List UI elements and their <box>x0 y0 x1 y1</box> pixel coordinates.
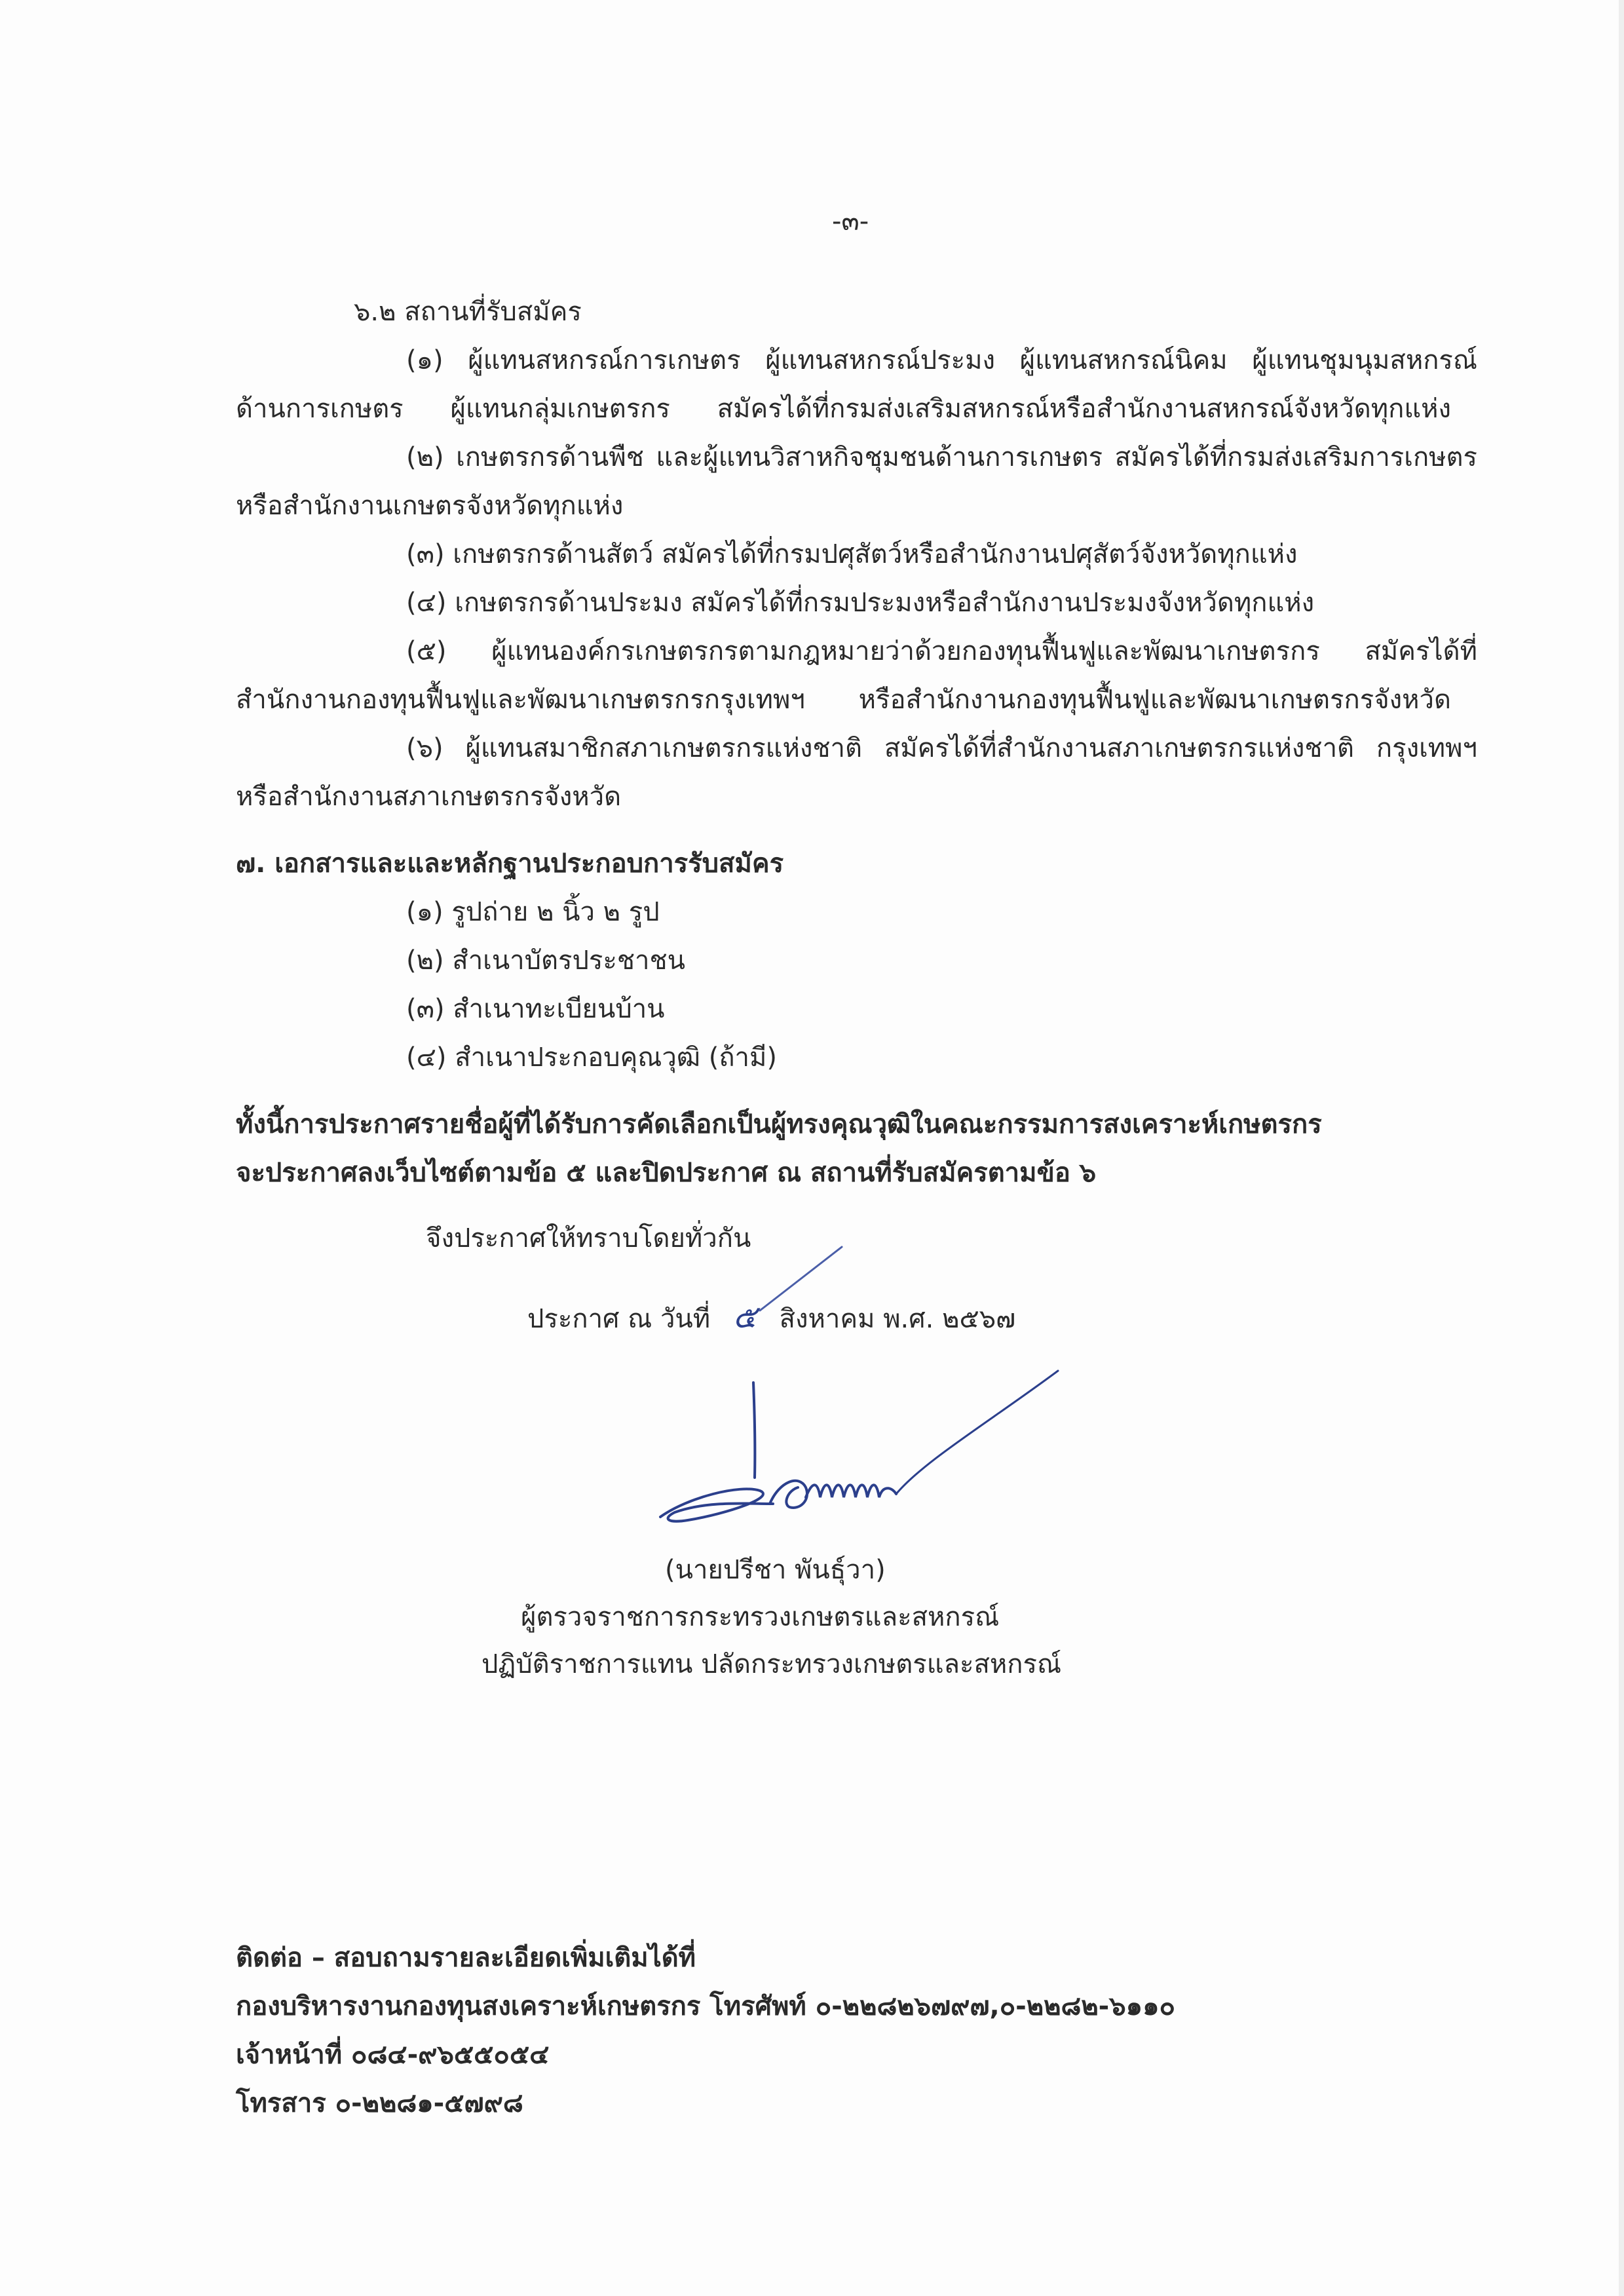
section-6-2-item1-line1: (๑) ผู้แทนสหกรณ์การเกษตร ผู้แทนสหกรณ์ประมง ผู้แทนสหกรณ์นิคม ผู้แทนชุมนุมสหกรณ์ <box>406 345 1477 375</box>
signatory-name: (นายปรีชา พันธุ์วา) <box>665 1555 886 1585</box>
date-suffix: สิงหาคม พ.ศ. ๒๕๖๗ <box>779 1304 1016 1334</box>
section-7-item1: (๑) รูปถ่าย ๒ นิ้ว ๒ รูป <box>406 897 660 927</box>
section-6-2-item4: (๔) เกษตรกรด้านประมง สมัครได้ที่กรมประมงหรือสำนักงานประมงจังหวัดทุกแห่ง <box>406 588 1315 618</box>
date-prefix: ประกาศ ณ วันที่ <box>527 1304 711 1334</box>
section-6-2-item5-line1: (๕) ผู้แทนองค์กรเกษตรกรตามกฎหมายว่าด้วยกองทุนฟื้นฟูและพัฒนาเกษตรกร สมัครได้ที่ <box>406 636 1477 666</box>
page-number: -๓- <box>832 206 869 237</box>
closing-statement: จึงประกาศให้ทราบโดยทั่วกัน <box>426 1223 751 1253</box>
signature-image <box>649 1363 1068 1533</box>
section-6-2-item6-line2: หรือสำนักงานสภาเกษตรกรจังหวัด <box>236 782 622 812</box>
section-6-2-item2-line2: หรือสำนักงานเกษตรจังหวัดทุกแห่ง <box>236 491 624 521</box>
contact-officer-phone: เจ้าหน้าที่ ๐๘๔-๙๖๕๕๐๕๔ <box>236 2040 550 2070</box>
contact-heading: ติดต่อ – สอบถามรายละเอียดเพิ่มเติมได้ที่ <box>236 1943 696 1973</box>
contact-office-phone: กองบริหารงานกองทุนสงเคราะห์เกษตรกร โทรศัพท์ ๐-๒๒๘๒๖๗๙๗,๐-๒๒๘๒-๖๑๑๐ <box>236 1991 1175 2021</box>
section-6-2-item3: (๓) เกษตรกรด้านสัตว์ สมัครได้ที่กรมปศุสัตว์หรือสำนักงานปศุสัตว์จังหวัดทุกแห่ง <box>406 539 1298 569</box>
section-6-2-heading: ๖.๒ สถานที่รับสมัคร <box>354 297 582 327</box>
announcement-line1: ทั้งนี้การประกาศรายชื่อผู้ที่ได้รับการคัดเลือกเป็นผู้ทรงคุณวุฒิในคณะกรรมการสงเคราะห์เกษตรกร <box>236 1109 1322 1139</box>
section-7-item4: (๔) สำเนาประกอบคุณวุฒิ (ถ้ามี) <box>406 1043 777 1073</box>
section-7-item2: (๒) สำเนาบัตรประชาชน <box>406 946 685 976</box>
contact-fax: โทรสาร ๐-๒๒๘๑-๕๗๙๘ <box>236 2088 523 2118</box>
signatory-title1: ผู้ตรวจราชการกระทรวงเกษตรและสหกรณ์ <box>521 1602 1000 1632</box>
announcement-line2: จะประกาศลงเว็บไซต์ตามข้อ ๕ และปิดประกาศ ณ สถานที่รับสมัครตามข้อ ๖ <box>236 1158 1097 1188</box>
section-7-item3: (๓) สำเนาทะเบียนบ้าน <box>406 994 665 1024</box>
day-ink-stroke <box>753 1242 852 1314</box>
section-7-heading: ๗. เอกสารและและหลักฐานประกอบการรับสมัคร <box>236 849 784 879</box>
date-day-handwritten: ๕ <box>732 1299 757 1335</box>
section-6-2-item5-line2: สำนักงานกองทุนฟื้นฟูและพัฒนาเกษตรกรกรุงเทพฯ หรือสำนักงานกองทุนฟื้นฟูและพัฒนาเกษตรกรจังหวัด <box>236 685 1451 715</box>
page-edge-shadow <box>1619 0 1624 2296</box>
section-6-2-item1-line2: ด้านการเกษตร ผู้แทนกลุ่มเกษตรกร สมัครได้ที่กรมส่งเสริมสหกรณ์หรือสำนักงานสหกรณ์จังหวัดทุกแห่ง <box>236 394 1451 424</box>
section-6-2-item6-line1: (๖) ผู้แทนสมาชิกสภาเกษตรกรแห่งชาติ สมัครได้ที่สำนักงานสภาเกษตรกรแห่งชาติ กรุงเทพฯ <box>406 733 1477 763</box>
signatory-title2: ปฏิบัติราชการแทน ปลัดกระทรวงเกษตรและสหกรณ์ <box>482 1649 1062 1679</box>
section-6-2-item2-line1: (๒) เกษตรกรด้านพืช และผู้แทนวิสาหกิจชุมชนด้านการเกษตร สมัครได้ที่กรมส่งเสริมการเกษตร <box>406 442 1477 472</box>
